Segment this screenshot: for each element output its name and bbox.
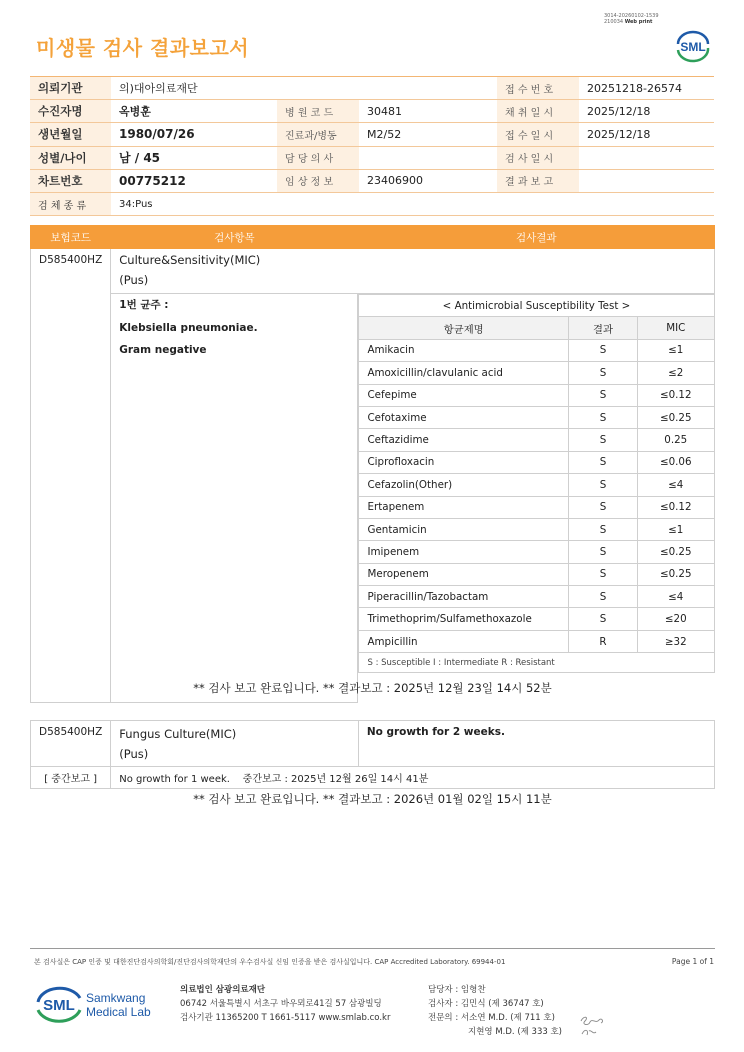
ast-row: [359, 384, 714, 406]
table-row: [31, 294, 715, 703]
value-patient-name: 옥병훈: [111, 100, 277, 123]
value-sex-age: 남 / 45: [111, 146, 277, 169]
ast-result: S: [568, 451, 637, 473]
ast-row: [359, 429, 714, 451]
label-result-report: 결 과 보 고: [497, 169, 579, 192]
ast-drug: Cefotaxime: [359, 406, 568, 428]
label-receipt-no: 접 수 번 호: [497, 77, 579, 100]
test2-complete-text: ** 검사 보고 완료입니다. ** 결과보고 : 2026년 01월 02일 15시 11분: [193, 792, 552, 806]
ast-mic: ≤2: [638, 362, 714, 384]
gram-stain: Gram negative: [119, 344, 207, 356]
info-row: [30, 146, 714, 169]
ast-legend-row: [359, 653, 714, 673]
ast-legend: S : Susceptible I : Intermediate R : Resistant: [359, 653, 714, 673]
ast-mic: ≤1: [638, 339, 714, 361]
print-code-line2: 210034: [604, 19, 624, 25]
label-chart-no: 차트번호: [30, 169, 111, 192]
signature-icon: [577, 1012, 607, 1040]
ast-mic: ≤0.12: [638, 384, 714, 406]
table-row: [31, 721, 715, 767]
ast-row: [359, 339, 714, 361]
value-test-date: [579, 146, 714, 169]
ast-result: S: [568, 474, 637, 496]
ast-mic: ≤0.12: [638, 496, 714, 518]
value-receipt-date: 2025/12/18: [579, 123, 714, 146]
ast-drug: Amoxicillin/clavulanic acid: [359, 362, 568, 384]
test2-result: No growth for 2 weeks.: [358, 721, 714, 767]
info-row: [30, 77, 714, 100]
ast-mic: ≤0.25: [638, 541, 714, 563]
footer-divider: [30, 948, 715, 949]
value-birth-date: 1980/07/26: [111, 123, 277, 146]
staff-line1: 담당자 : 임형찬: [428, 985, 486, 995]
ast-cell: [358, 294, 715, 703]
ast-mic: ≥32: [638, 630, 714, 652]
ast-drug: Meropenem: [359, 563, 568, 585]
label-clinical-info: 임 상 정 보: [277, 169, 359, 192]
ast-row: [359, 451, 714, 473]
sml-logo-icon: [672, 28, 714, 64]
ast-drug: Ciprofloxacin: [359, 451, 568, 473]
ast-drug: Amikacin: [359, 339, 568, 361]
info-row: [30, 169, 714, 192]
ast-mic: ≤1: [638, 518, 714, 540]
value-clinical-info: 23406900: [359, 169, 497, 192]
label-test-date: 검 사 일 시: [497, 146, 579, 169]
test2-code: D585400HZ: [31, 721, 111, 767]
value-department: M2/52: [359, 123, 497, 146]
ast-row: [359, 362, 714, 384]
ast-drug: Ertapenem: [359, 496, 568, 518]
ast-result: S: [568, 608, 637, 630]
info-row: [30, 192, 714, 215]
label-specimen-type: 검 체 종 류: [30, 192, 111, 215]
print-code-line1: 3014-20260102-1539: [604, 13, 659, 19]
header-insurance-code: 보험코드: [31, 226, 111, 249]
value-chart-no: 00775212: [111, 169, 277, 192]
ast-result: S: [568, 429, 637, 451]
test1-complete-text: ** 검사 보고 완료입니다. ** 결과보고 : 2025년 12월 23일 14시 52분: [193, 681, 552, 695]
ast-mic: ≤4: [638, 586, 714, 608]
ast-mic: ≤0.25: [638, 563, 714, 585]
ast-drug: Trimethoprim/Sulfamethoxazole: [359, 608, 568, 630]
ast-col-mic: MIC: [638, 317, 714, 339]
ast-drug: Piperacillin/Tazobactam: [359, 586, 568, 608]
ast-drug: Cefazolin(Other): [359, 474, 568, 496]
ast-result: S: [568, 406, 637, 428]
footer-staff-info: [428, 983, 562, 1039]
ast-drug: Imipenem: [359, 541, 568, 563]
ast-title: < Antimicrobial Susceptibility Test >: [359, 295, 714, 317]
ast-row: [359, 474, 714, 496]
label-department: 진료과/병동: [277, 123, 359, 146]
label-patient-name: 수진자명: [30, 100, 111, 123]
footer-cap-note: 본 검사실은 CAP 인증 및 대한진단검사의학회/진단검사의학재단의 우수검사실 신임 인증을 받은 검사실입니다. CAP Accredited Laboratory. 69944-01: [34, 958, 506, 966]
ast-table: [358, 294, 714, 673]
print-label: Web print: [624, 19, 653, 25]
ast-mic: ≤20: [638, 608, 714, 630]
info-row: [30, 100, 714, 123]
culture-result-table: [30, 225, 715, 703]
ast-mic: ≤0.25: [638, 406, 714, 428]
table-row: [31, 249, 715, 294]
print-code: [604, 13, 659, 25]
staff-line3: 전문의 : 서소연 M.D. (제 711 호): [428, 1013, 555, 1023]
ast-result: S: [568, 563, 637, 585]
ast-result: S: [568, 541, 637, 563]
value-requesting-org: 의)대아의료재단: [111, 77, 497, 100]
value-hospital-code: 30481: [359, 100, 497, 123]
ast-row: [359, 518, 714, 540]
ast-body: [359, 339, 714, 652]
ast-row: [359, 608, 714, 630]
ast-row: [359, 586, 714, 608]
footer-org-info: [180, 983, 390, 1025]
sml-logo-text: SML: [680, 40, 706, 54]
result-header-row: [31, 226, 715, 249]
label-hospital-code: 병 원 코 드: [277, 100, 359, 123]
patient-info-table: [30, 76, 714, 216]
page-number: Page 1 of 1: [671, 957, 714, 966]
ast-result: S: [568, 496, 637, 518]
organism-cell: [111, 294, 358, 703]
page-title: 미생물 검사 결과보고서: [36, 36, 250, 60]
value-specimen-type: 34:Pus: [111, 192, 714, 215]
ast-result: S: [568, 362, 637, 384]
ast-result: S: [568, 384, 637, 406]
ast-result: S: [568, 518, 637, 540]
ast-row: [359, 630, 714, 652]
samkwang-logo-icon: [36, 982, 156, 1028]
ast-mic: 0.25: [638, 429, 714, 451]
footer-logo-text: SML: [43, 997, 75, 1014]
ast-result: S: [568, 339, 637, 361]
label-collection-date: 채 취 일 시: [497, 100, 579, 123]
ast-title-row: [359, 295, 714, 317]
ast-row: [359, 406, 714, 428]
label-birth-date: 생년월일: [30, 123, 111, 146]
ast-mic: ≤0.06: [638, 451, 714, 473]
ast-col-drug: 항균제명: [359, 317, 568, 339]
org-address: 06742 서울특별시 서초구 바우뫼로41길 57 삼광빌딩: [180, 999, 382, 1009]
info-row: [30, 123, 714, 146]
staff-line4: 지현영 M.D. (제 333 호): [468, 1027, 563, 1037]
value-doctor: [359, 146, 497, 169]
ast-row: [359, 496, 714, 518]
test2-specimen: (Pus): [119, 747, 149, 761]
ast-col-result: 결과: [568, 317, 637, 339]
header-test-item: 검사항목: [111, 226, 358, 249]
organism-name: Klebsiella pneumoniae.: [119, 321, 258, 334]
ast-result: R: [568, 630, 637, 652]
ast-drug: Ampicillin: [359, 630, 568, 652]
table-row: [31, 767, 715, 789]
ast-result: S: [568, 586, 637, 608]
org-contact: 검사기관 11365200 T 1661-5117 www.smlab.co.kr: [180, 1013, 391, 1023]
org-name: 의료법인 삼광의료재단: [180, 985, 266, 995]
label-sex-age: 성별/나이: [30, 146, 111, 169]
value-result-report: [579, 169, 714, 192]
header-test-result: 검사결과: [358, 226, 715, 249]
fungus-result-table: [30, 720, 715, 789]
ast-drug: Ceftazidime: [359, 429, 568, 451]
staff-line2: 검사자 : 김민식 (제 36747 호): [428, 999, 544, 1009]
brand-line2: Medical Lab: [86, 1005, 151, 1019]
value-receipt-no: 20251218-26574: [579, 77, 714, 100]
label-requesting-org: 의뢰기관: [30, 77, 111, 100]
test2-name: Fungus Culture(MIC): [119, 727, 237, 741]
ast-mic: ≤4: [638, 474, 714, 496]
test1-name: Culture&Sensitivity(MIC): [119, 253, 261, 267]
test1-code: D585400HZ: [31, 249, 111, 703]
ast-drug: Cefepime: [359, 384, 568, 406]
ast-row: [359, 541, 714, 563]
test1-specimen: (Pus): [119, 273, 149, 287]
ast-drug: Gentamicin: [359, 518, 568, 540]
interim-label: [ 중간보고 ]: [31, 767, 111, 789]
value-collection-date: 2025/12/18: [579, 100, 714, 123]
interim-text: No growth for 1 week. 중간보고 : 2025년 12월 26일 14시 41분: [111, 767, 715, 789]
organism-label: 1번 균주 :: [119, 299, 169, 311]
label-receipt-date: 접 수 일 시: [497, 123, 579, 146]
ast-header-row: [359, 317, 714, 339]
brand-line1: Samkwang: [86, 991, 146, 1005]
label-doctor: 담 당 의 사: [277, 146, 359, 169]
ast-row: [359, 563, 714, 585]
